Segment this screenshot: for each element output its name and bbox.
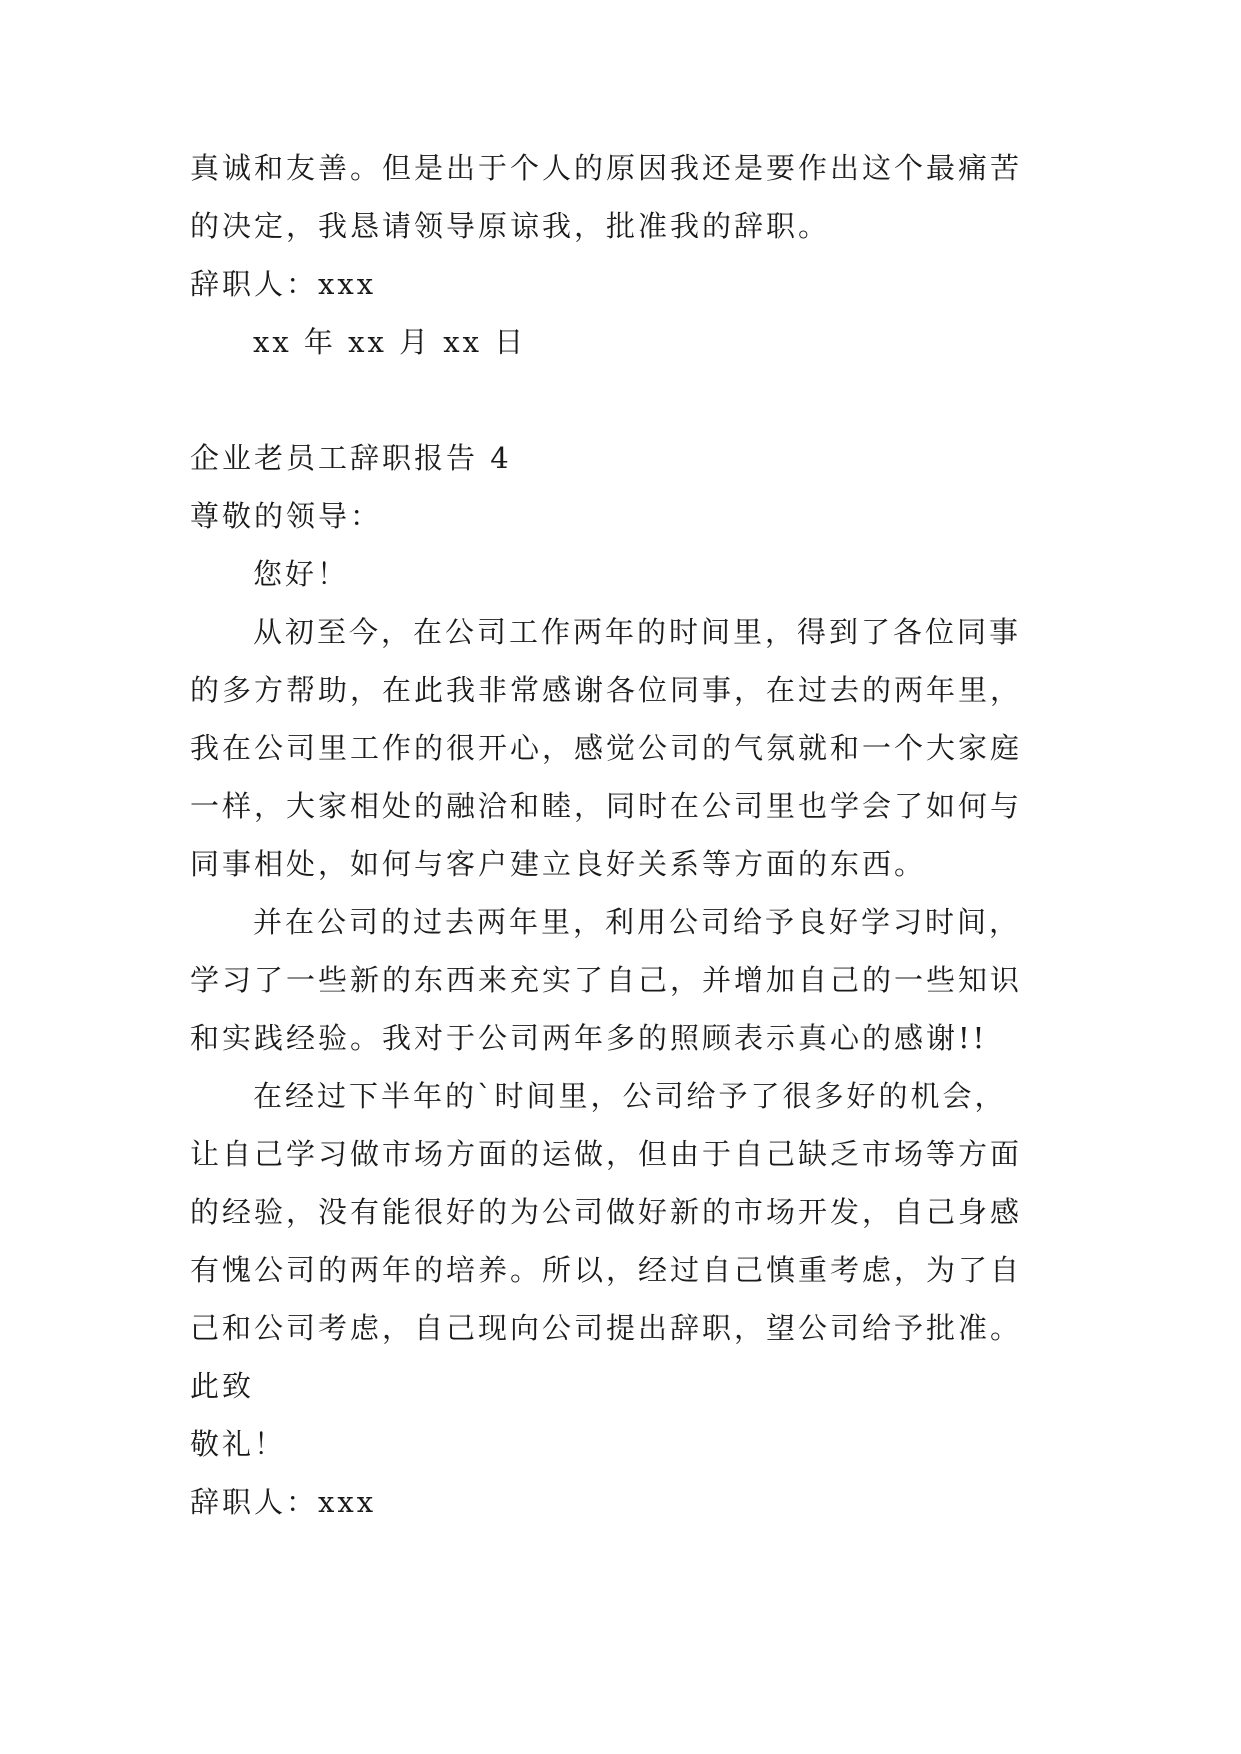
paragraph-line: 学习了一些新的东西来充实了自己，并增加自己的一些知识 [190,963,1023,997]
paragraph-line: 一样，大家相处的融洽和睦，同时在公司里也学会了如何与 [190,789,1023,823]
salutation: 尊敬的领导： [190,499,383,533]
date-line: xx 年 xx 月 xx 日 [253,325,527,359]
paragraph-line: 有愧公司的两年的培养。所以，经过自己慎重考虑，为了自 [190,1253,1023,1287]
greeting: 您好！ [253,557,350,591]
paragraph-line: 我在公司里工作的很开心，感觉公司的气氛就和一个大家庭 [190,731,1023,765]
paragraph-line: 从初至今，在公司工作两年的时间里，得到了各位同事 [253,615,1022,649]
paragraph-line: 的多方帮助，在此我非常感谢各位同事，在过去的两年里， [190,673,1023,707]
text-line: 真诚和友善。但是出于个人的原因我还是要作出这个最痛苦 [190,151,1023,185]
paragraph-line: 己和公司考虑，自己现向公司提出辞职，望公司给予批准。 [190,1311,1023,1345]
paragraph-line: 让自己学习做市场方面的运做，但由于自己缺乏市场等方面 [190,1137,1023,1171]
signature-line: 辞职人：xxx [190,267,377,301]
paragraph-line: 的经验，没有能很好的为公司做好新的市场开发，自己身感 [190,1195,1023,1229]
closing-line: 敬礼！ [190,1427,287,1461]
section-title: 企业老员工辞职报告 4 [190,441,512,475]
paragraph-line: 并在公司的过去两年里，利用公司给予良好学习时间， [253,905,1022,939]
paragraph-line: 在经过下半年的`时间里，公司给予了很多好的机会， [253,1079,1007,1113]
paragraph-line: 同事相处，如何与客户建立良好关系等方面的东西。 [190,847,927,881]
paragraph-line: 和实践经验。我对于公司两年多的照顾表示真心的感谢!! [190,1021,988,1055]
text-line: 的决定，我恳请领导原谅我，批准我的辞职。 [190,209,831,243]
closing-line: 此致 [190,1369,255,1403]
signature-line: 辞职人：xxx [190,1485,377,1519]
